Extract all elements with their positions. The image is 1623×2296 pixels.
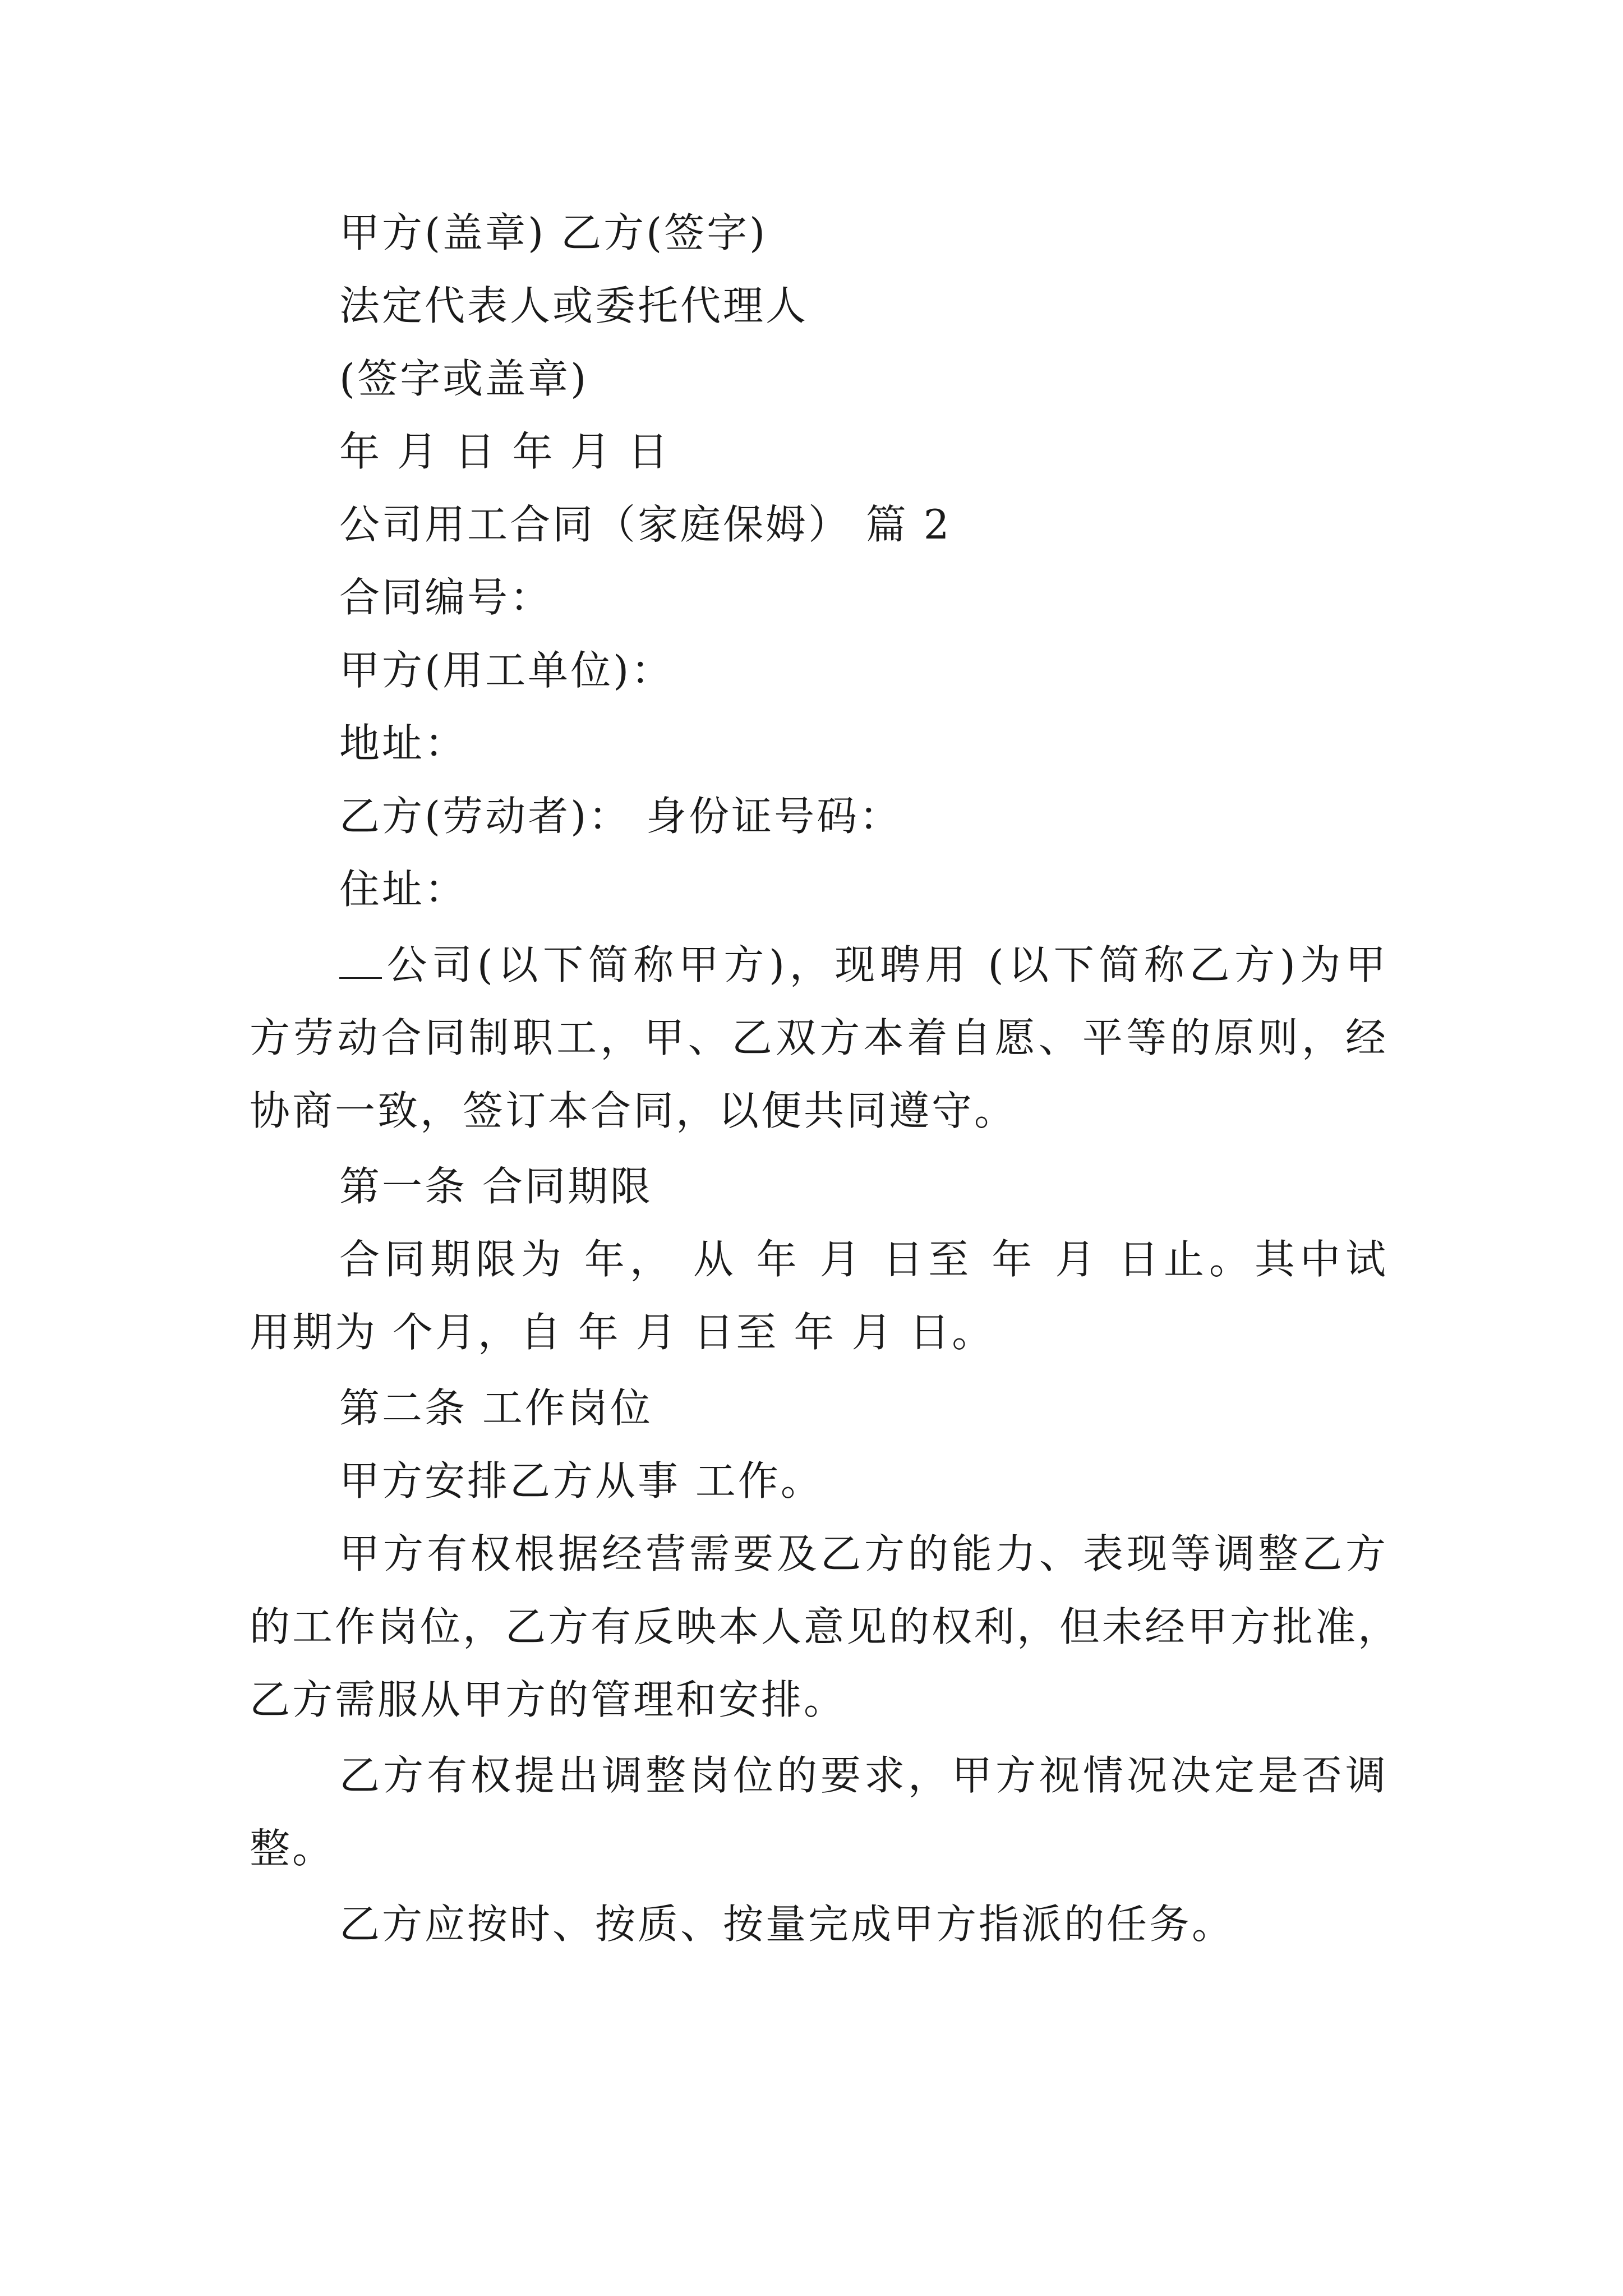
party-b-line: 乙方(劳动者)： 身份证号码：: [339, 793, 902, 840]
paragraph-line: 合同期限为 年， 从 年 月 日至 年 月 日止。其中试: [339, 1236, 1388, 1283]
party-a-line: 甲方(用工单位)：: [339, 647, 674, 694]
paragraph-line: 乙方有权提出调整岗位的要求，甲方视情况决定是否调: [339, 1752, 1388, 1799]
residence-line: 住址：: [339, 866, 468, 913]
paragraph-line: 协商一致，签订本合同，以便共同遵守。: [250, 1087, 1017, 1134]
paragraph-line: [250, 937, 1388, 993]
paragraph-line: 方劳动合同制职工，甲、乙双方本着自愿、平等的原则，经: [250, 1014, 1388, 1061]
paragraph-line: 整。: [250, 1825, 335, 1872]
representative-line: 法定代表人或委托代理人: [339, 282, 809, 329]
signature-party-line: 甲方(盖章) 乙方(签字): [339, 209, 768, 256]
article-1-title: 第一条 合同期限: [339, 1163, 653, 1210]
contract-number-line: 合同编号：: [339, 574, 553, 621]
address-line: 地址：: [339, 720, 468, 767]
paragraph-line: 用期为 个月，自 年 月 日至 年 月 日。: [250, 1309, 995, 1356]
sign-or-seal-line: (签字或盖章): [339, 355, 589, 402]
blank-underline: [339, 944, 382, 979]
paragraph-line: 甲方有权根据经营需要及乙方的能力、表现等调整乙方: [339, 1530, 1388, 1577]
paragraph-line: 乙方需服从甲方的管理和安排。: [250, 1676, 847, 1723]
paragraph-line: 甲方安排乙方从事 工作。: [339, 1457, 823, 1504]
paragraph-line: 乙方应按时、按质、按量完成甲方指派的任务。: [339, 1901, 1235, 1948]
date-line: 年 月 日 年 月 日: [339, 428, 671, 475]
paragraph-line: 的工作岗位，乙方有反映本人意见的权利，但未经甲方批准，: [250, 1603, 1401, 1650]
article-2-title: 第二条 工作岗位: [339, 1384, 653, 1432]
paragraph-text: 公司(以下简称甲方)，现聘用 (以下简称乙方)为甲: [384, 941, 1388, 988]
contract-heading: 公司用工合同（家庭保姆） 篇 2: [339, 501, 952, 548]
